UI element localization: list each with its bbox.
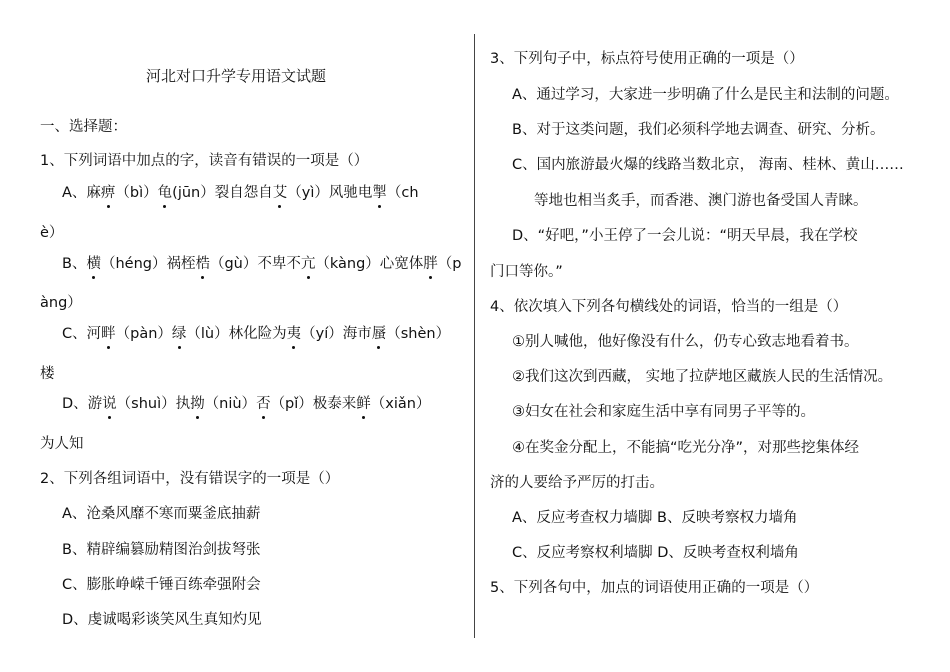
- question-3-option-c: C、国内旅游最火爆的线路当数北京， 海南、桂林、黄山……: [512, 157, 904, 173]
- question-4-options-cd: C、反应考察权利墙脚 D、反映考查权利墙角: [512, 545, 799, 561]
- question-2-stem: 2、下列各组词语中，没有错误字的一项是（）: [40, 471, 340, 487]
- exam-title: 河北对口升学专用语文试题: [146, 67, 327, 85]
- question-1-option-a-cont: è）: [40, 225, 64, 241]
- question-1-option-b-cont: àng）: [40, 295, 82, 311]
- question-3-option-d: D、“好吧，”小王停了一会儿说：“明天早晨，我在学校: [512, 228, 858, 244]
- question-4-sentence-3: ③妇女在社会和家庭生活中享有同男子平等的。: [512, 404, 815, 420]
- question-1-option-b: B、横（héng）祸桎梏（gù）不卑不亢（kàng）心宽体胖（p: [62, 256, 462, 272]
- question-3-stem: 3、下列句子中，标点符号使用正确的一项是（）: [490, 51, 804, 67]
- question-2-option-b: B、精辟编篡励精图治剑拔弩张: [62, 542, 261, 558]
- question-2-option-d: D、虔诚喝彩谈笑风生真知灼见: [62, 612, 262, 628]
- question-4-sentence-4: ④在奖金分配上，不能搞“吃光分净”，对那些挖集体经: [512, 440, 860, 456]
- question-5-stem: 5、下列各句中，加点的词语使用正确的一项是（）: [490, 580, 819, 596]
- question-3-option-b: B、对于这类问题，我们必须科学地去调查、研究、分析。: [512, 122, 885, 138]
- question-1-option-d: D、游说（shuì）执拗（niù）否（pǐ）极泰来鲜（xiǎn）: [62, 396, 431, 412]
- question-1-option-a: A、麻痹（bì）龟(jūn）裂自怨自艾（yì）风驰电掣（ch: [62, 185, 419, 201]
- question-3-option-c-cont: 等地也相当炙手，而香港、澳门游也备受国人青睐。: [534, 193, 868, 209]
- question-4-sentence-2: ②我们这次到西藏， 实地了拉萨地区藏族人民的生活情况。: [512, 369, 893, 385]
- question-4-options-ab: A、反应考查权力墙脚 B、反映考察权力墙角: [512, 510, 798, 526]
- question-1-option-c: C、河畔（pàn）绿（lù）林化险为夷（yí）海市蜃（shèn）: [62, 326, 451, 342]
- section-heading: 一、选择题：: [40, 119, 127, 135]
- question-1-option-d-cont: 为人知: [40, 436, 84, 452]
- question-1-stem: 1、下列词语中加点的字，读音有错误的一项是（）: [40, 153, 369, 169]
- question-1-option-c-cont: 楼: [40, 366, 55, 382]
- question-2-option-a: A、沧桑风靡不寒而粟釜底抽薪: [62, 506, 261, 522]
- question-3-option-d-cont: 门口等你。”: [490, 264, 563, 280]
- question-4-stem: 4、依次填入下列各句横线处的词语，恰当的一组是（）: [490, 299, 848, 315]
- question-4-sentence-4-cont: 济的人要给予严厉的打击。: [490, 475, 664, 491]
- column-divider: [474, 34, 475, 638]
- question-3-option-a: A、通过学习，大家进一步明确了什么是民主和法制的问题。: [512, 87, 899, 103]
- question-4-sentence-1: ①别人喊他，他好像没有什么，仍专心致志地看着书。: [512, 334, 859, 350]
- question-2-option-c: C、膨胀峥嵘千锤百练牵强附会: [62, 577, 261, 593]
